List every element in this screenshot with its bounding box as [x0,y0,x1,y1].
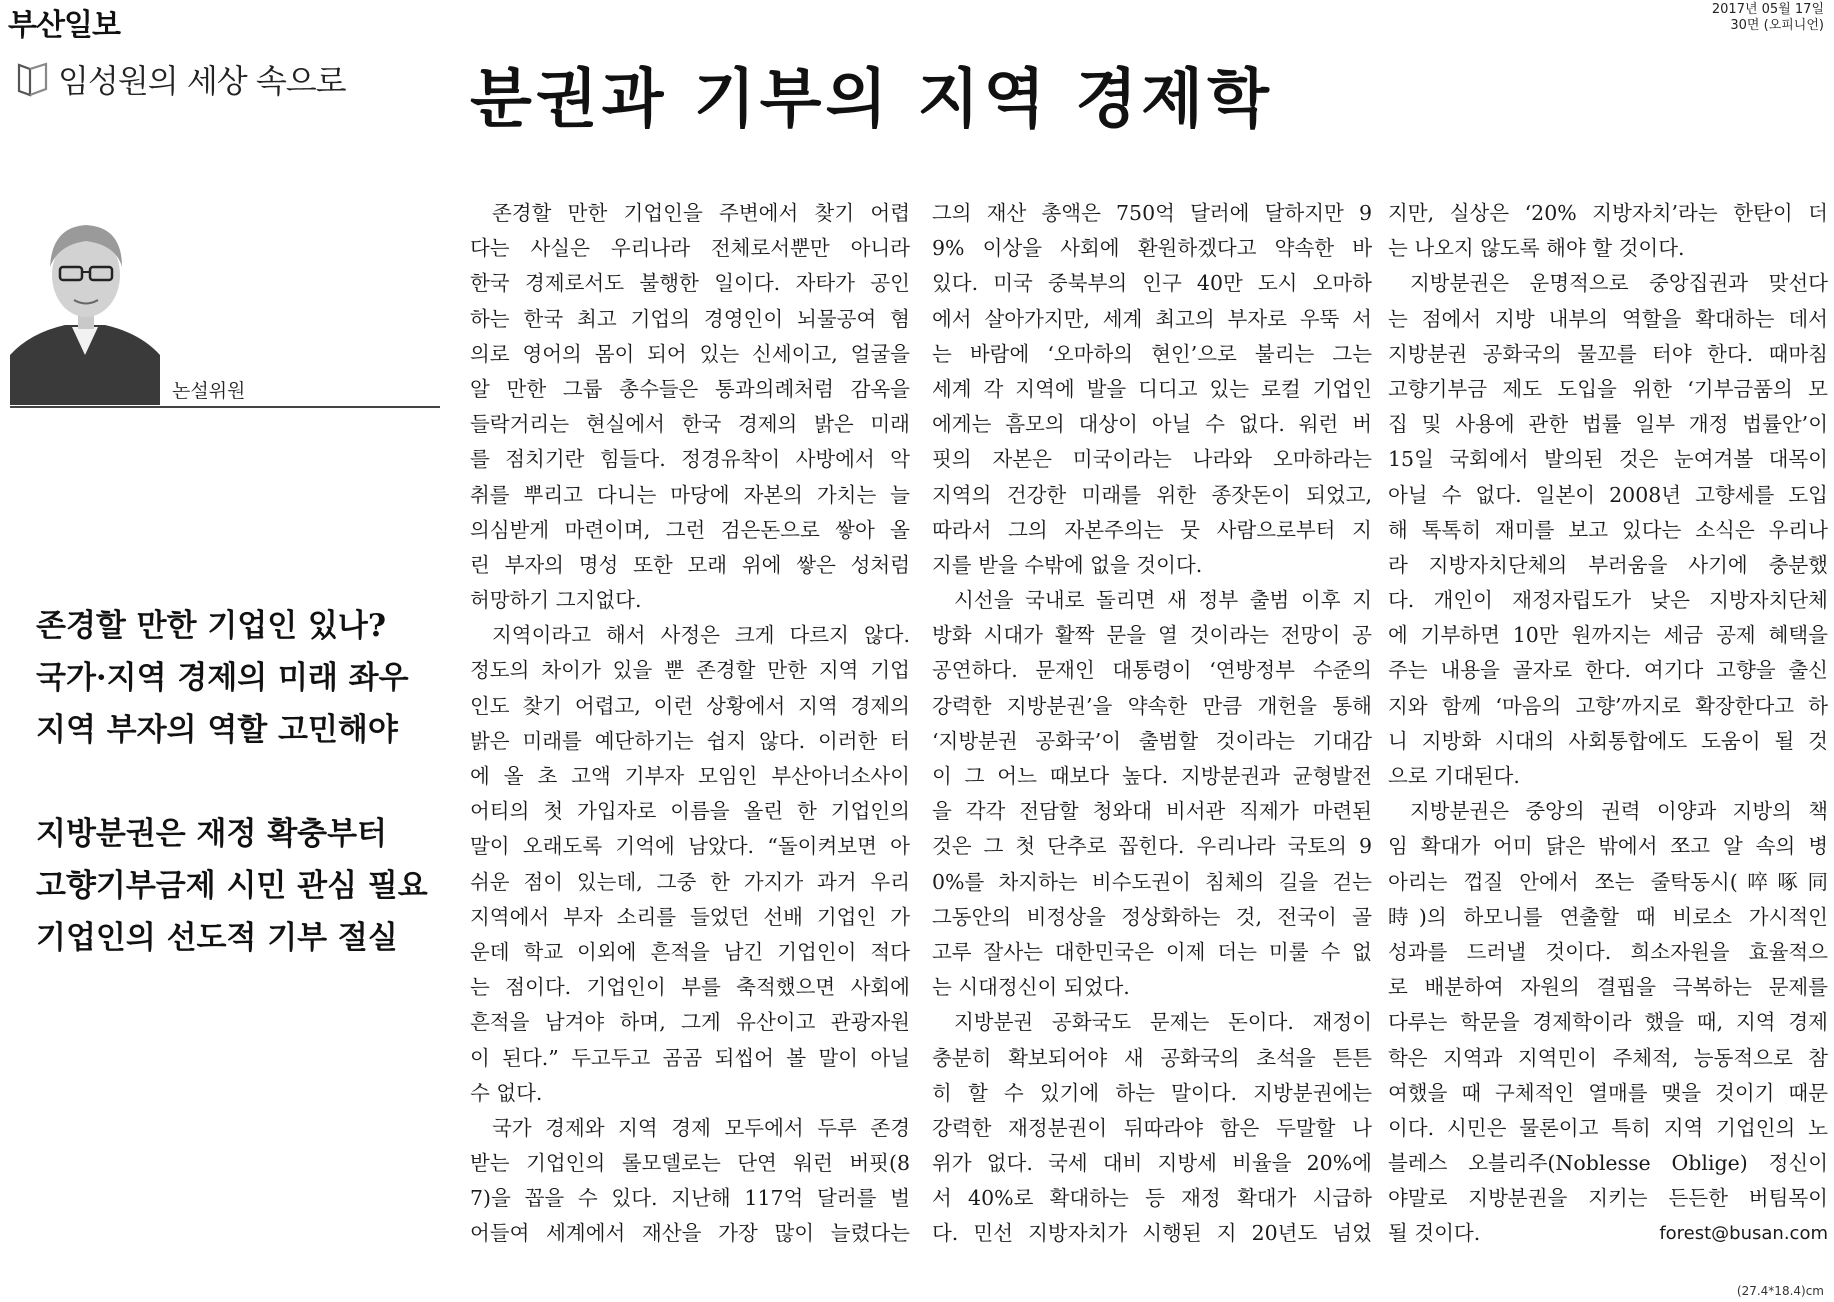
text-line: 에 기부하면 10만 원까지는 세금 공제 혜택을 [1388,623,1828,648]
summary-group-1 [36,600,409,756]
text-line: 지방분권 공화국도 문제는 돈이다. 재정이 [954,1010,1372,1035]
text-line: 15일 국회에서 발의된 것은 눈여겨볼 대목이 [1388,447,1828,472]
summary-group-2 [36,808,428,964]
author-byline: 논설위원 [172,380,246,402]
text-line: 고향기부금 제도 도입을 위한 ‘기부금품의 모 [1388,376,1828,401]
text-line: 다. 개인이 재정자립도가 낮은 지방자치단체 [1388,588,1828,613]
text-line: 따라서 그의 자본주의는 뭇 사람으로부터 지 [932,517,1372,542]
text-line: 허망하기 그지없다. [470,588,642,613]
text-line: 0%를 차지하는 비수도권이 침체의 길을 걷는 [932,869,1372,894]
text-line: 다는 사실은 우리나라 전체로서뿐만 아니라 [470,236,910,261]
text-line: 는 바람에 ‘오마하의 현인’으로 불리는 그는 [932,341,1372,366]
text-line: 인도 찾기 어렵고, 이런 상황에서 지역 경제의 [470,693,910,718]
text-line: 위가 없다. 국세 대비 지방세 비율을 20%에 [932,1151,1372,1176]
text-line: 을 각각 전담할 청와대 비서관 직제가 마련된 [932,799,1372,824]
text-line: 주는 내용을 골자로 한다. 여기다 고향을 출신 [1388,658,1828,683]
text-line: 공연하다. 문재인 대통령이 ‘연방정부 수준의 [932,658,1372,683]
text-line: 지만, 실상은 ‘20% 지방자치’라는 한탄이 더 [1388,201,1828,225]
text-line: 라 지방자치단체의 부러움을 사기에 충분했 [1388,552,1828,577]
text-line: 의로 영어의 몸이 되어 있는 신세이고, 얼굴을 [470,341,910,366]
text-line: 시선을 국내로 돌리면 새 정부 출범 이후 지 [954,588,1372,613]
text-line: 이 된다.” 두고두고 곰곰 되씹어 볼 말이 아닐 [470,1045,910,1070]
headline: 분권과 기부의 지역 경제학 [470,62,1273,137]
article-column-1 [470,196,910,1256]
text-line: 그의 재산 총액은 750억 달러에 달하지만 9 [932,201,1372,225]
text-line: 쉬운 점이 있는데, 그중 한 가지가 과거 우리 [470,869,910,894]
text-line: 존경할 만한 기업인을 주변에서 찾기 어렵 [492,201,910,225]
publication-date: 2017년 05월 17일 [1711,2,1824,17]
text-line: 지방분권은 운명적으로 중앙집권과 맞선다 [1410,271,1828,296]
text-line: 세계 각 지역에 발을 디디고 있는 로컬 기업인 [932,376,1372,401]
text-line: 강력한 지방분권’을 약속한 만큼 개헌을 통해 [932,693,1372,718]
text-line: 다. 민선 지방자치가 시행된 지 20년도 넘었 [932,1221,1372,1246]
text-line: 아리는 껍질 안에서 쪼는 줄탁동시(啐啄同 [1388,869,1828,894]
text-line: 정도의 차이가 있을 뿐 존경할 만한 지역 기업 [470,658,910,683]
text-line: 블레스 오블리주(Noblesse Oblige) 정신이 [1388,1151,1828,1176]
text-line: 하는 한국 최고 기업의 경영인이 뇌물공여 혐 [470,306,910,331]
text-line: 9% 이상을 사회에 환원하겠다고 약속한 바 [932,236,1372,261]
summary-line: 국가·지역 경제의 미래 좌우 [36,660,409,696]
text-line: 야말로 지방분권을 지키는 든든한 버팀목이 [1388,1186,1828,1211]
article-size-note: (27.4*18.4)cm [1736,1284,1824,1298]
text-line: 히 할 수 있기에 하는 말이다. 지방분권에는 [932,1080,1372,1105]
open-book-icon [16,61,50,97]
column-series [16,56,346,102]
text-line: 될 것이다. [1388,1221,1481,1246]
text-line: 어들여 세계에서 재산을 가장 많이 늘렸다는 [470,1221,910,1246]
text-line: 를 점치기란 힘들다. 정경유착이 사방에서 악 [470,447,910,472]
text-line: 충분히 확보되어야 새 공화국의 초석을 튼튼 [932,1045,1372,1070]
text-line: 지방분권은 중앙의 권력 이양과 지방의 책 [1410,799,1828,824]
text-line: 는 나오지 않도록 해야 할 것이다. [1388,236,1685,261]
text-line: 집 및 사용에 관한 법률 일부 개정 법률안’이 [1388,412,1828,437]
text-line: 있다. 미국 중북부의 인구 40만 도시 오마하 [932,271,1372,296]
text-line: 운데 학교 이외에 흔적을 남긴 기업인이 적다 [470,939,910,964]
section-divider [10,406,440,408]
article-column-2 [932,196,1372,1256]
text-line: 받는 기업인의 롤모델로는 단연 워런 버핏(8 [470,1151,910,1176]
text-line: 지역이라고 해서 사정은 크게 다르지 않다. [492,623,910,648]
text-line: 로 배분하여 자원의 결핍을 극복하는 문제를 [1388,975,1828,1000]
text-line: 時)의 하모니를 연출할 때 비로소 가시적인 [1388,904,1828,929]
text-line: 성과를 드러낼 것이다. 희소자원을 효율적으 [1388,939,1828,964]
text-line: 그동안의 비정상을 정상화하는 것, 전국이 골 [932,904,1372,929]
series-title: 임성원의 세상 속으로 [58,62,346,100]
text-line: 이다. 시민은 물론이고 특히 지역 기업인의 노 [1388,1115,1828,1140]
text-line: ‘지방분권 공화국’이 출범할 것이라는 기대감 [932,728,1372,753]
text-line: 지역의 건강한 미래를 위한 종잣돈이 되었고, [932,482,1372,507]
text-line: 핏의 자본은 미국이라는 나라와 오마하라는 [932,447,1372,472]
text-line: 에 올 초 고액 기부자 모임인 부산아너소사이 [470,764,910,788]
text-line: 니 지방화 시대의 사회통합에도 도움이 될 것 [1388,728,1828,753]
text-line: 는 점이다. 기업인이 부를 축적했으면 사회에 [470,975,910,1000]
text-line: 7)을 꼽을 수 있다. 지난해 117억 달러를 벌 [470,1186,910,1211]
text-line: 여했을 때 구체적인 열매를 맺을 것이기 때문 [1388,1080,1828,1105]
text-line: 이 그 어느 때보다 높다. 지방분권과 균형발전 [932,764,1372,788]
text-line: 다루는 학문을 경제학이라 했을 때, 지역 경제 [1388,1010,1828,1035]
text-line: 것은 그 첫 단추로 꼽힌다. 우리나라 국토의 9 [932,834,1372,859]
text-line: 국가 경제와 지역 경제 모두에서 두루 존경 [492,1115,910,1140]
text-line: 어티의 첫 가입자로 이름을 올린 한 기업인의 [470,799,910,824]
author-photo [10,205,160,405]
summary-line: 존경할 만한 기업인 있나? [36,608,387,644]
page-section: 30면 (오피니언) [1730,18,1824,33]
closing-line [1388,1216,1828,1251]
text-line: 방화 시대가 활짝 문을 열 것이라는 전망이 공 [932,623,1372,648]
text-line: 는 시대정신이 되었다. [932,975,1130,1000]
text-line: 아닐 수 없다. 일본이 2008년 고향세를 도입 [1388,482,1828,507]
newspaper-masthead: 부산일보 [8,8,120,43]
summary-line: 지방분권은 재정 확충부터 [36,816,387,852]
text-line: 흔적을 남겨야 하며, 그게 유산이고 관광자원 [470,1010,910,1035]
text-line: 해 톡톡히 재미를 보고 있다는 소식은 우리나 [1388,517,1828,542]
author-email: forest@busan.com [1659,1223,1828,1245]
text-line: 학은 지역과 지역민이 주체적, 능동적으로 참 [1388,1045,1828,1070]
text-line: 한국 경제로서도 불행한 일이다. 자타가 공인 [470,271,910,296]
text-line: 지역에서 부자 소리를 들었던 선배 기업인 가 [470,904,910,929]
text-line: 임 확대가 어미 닭은 밖에서 쪼고 알 속의 병 [1388,834,1828,859]
text-line: 의심받게 마련이며, 그런 검은돈으로 쌓아 올 [470,517,910,542]
publication-info [1712,2,1824,34]
text-line: 고루 잘사는 대한민국은 이제 더는 미룰 수 없 [932,939,1372,964]
text-line: 서 40%로 확대하는 등 재정 확대가 시급하 [932,1186,1372,1211]
text-line: 는 점에서 지방 내부의 역할을 확대하는 데서 [1388,306,1828,331]
text-line: 말이 오래도록 기억에 남았다. “돌이켜보면 아 [470,834,910,859]
summary-line: 고향기부금제 시민 관심 필요 [36,868,428,904]
text-line: 밝은 미래를 예단하기는 쉽지 않다. 이러한 터 [470,728,910,753]
text-line: 들락거리는 현실에서 한국 경제의 밝은 미래 [470,412,910,437]
text-line: 으로 기대된다. [1388,764,1520,788]
text-line: 알 만한 그룹 총수들은 통과의례처럼 감옥을 [470,376,910,401]
text-line: 강력한 재정분권이 뒤따라야 함은 두말할 나 [932,1115,1372,1140]
text-line: 지를 받을 수밖에 없을 것이다. [932,552,1203,577]
text-line: 린 부자의 명성 또한 모래 위에 쌓은 성처럼 [470,552,910,577]
text-line: 취를 뿌리고 다니는 마당에 자본의 가치는 늘 [470,482,910,507]
summary-line: 기업인의 선도적 기부 절실 [36,920,398,956]
text-line: 수 없다. [470,1080,543,1105]
text-line: 지방분권 공화국의 물꼬를 터야 한다. 때마침 [1388,341,1828,366]
article-column-3 [1388,196,1828,1256]
text-line: 지와 함께 ‘마음의 고향’까지로 확장한다고 하 [1388,693,1828,718]
text-line: 에서 살아가지만, 세계 최고의 부자로 우뚝 서 [932,306,1372,331]
text-line: 에게는 흠모의 대상이 아닐 수 없다. 워런 버 [932,412,1372,437]
summary-line: 지역 부자의 역할 고민해야 [36,712,398,748]
